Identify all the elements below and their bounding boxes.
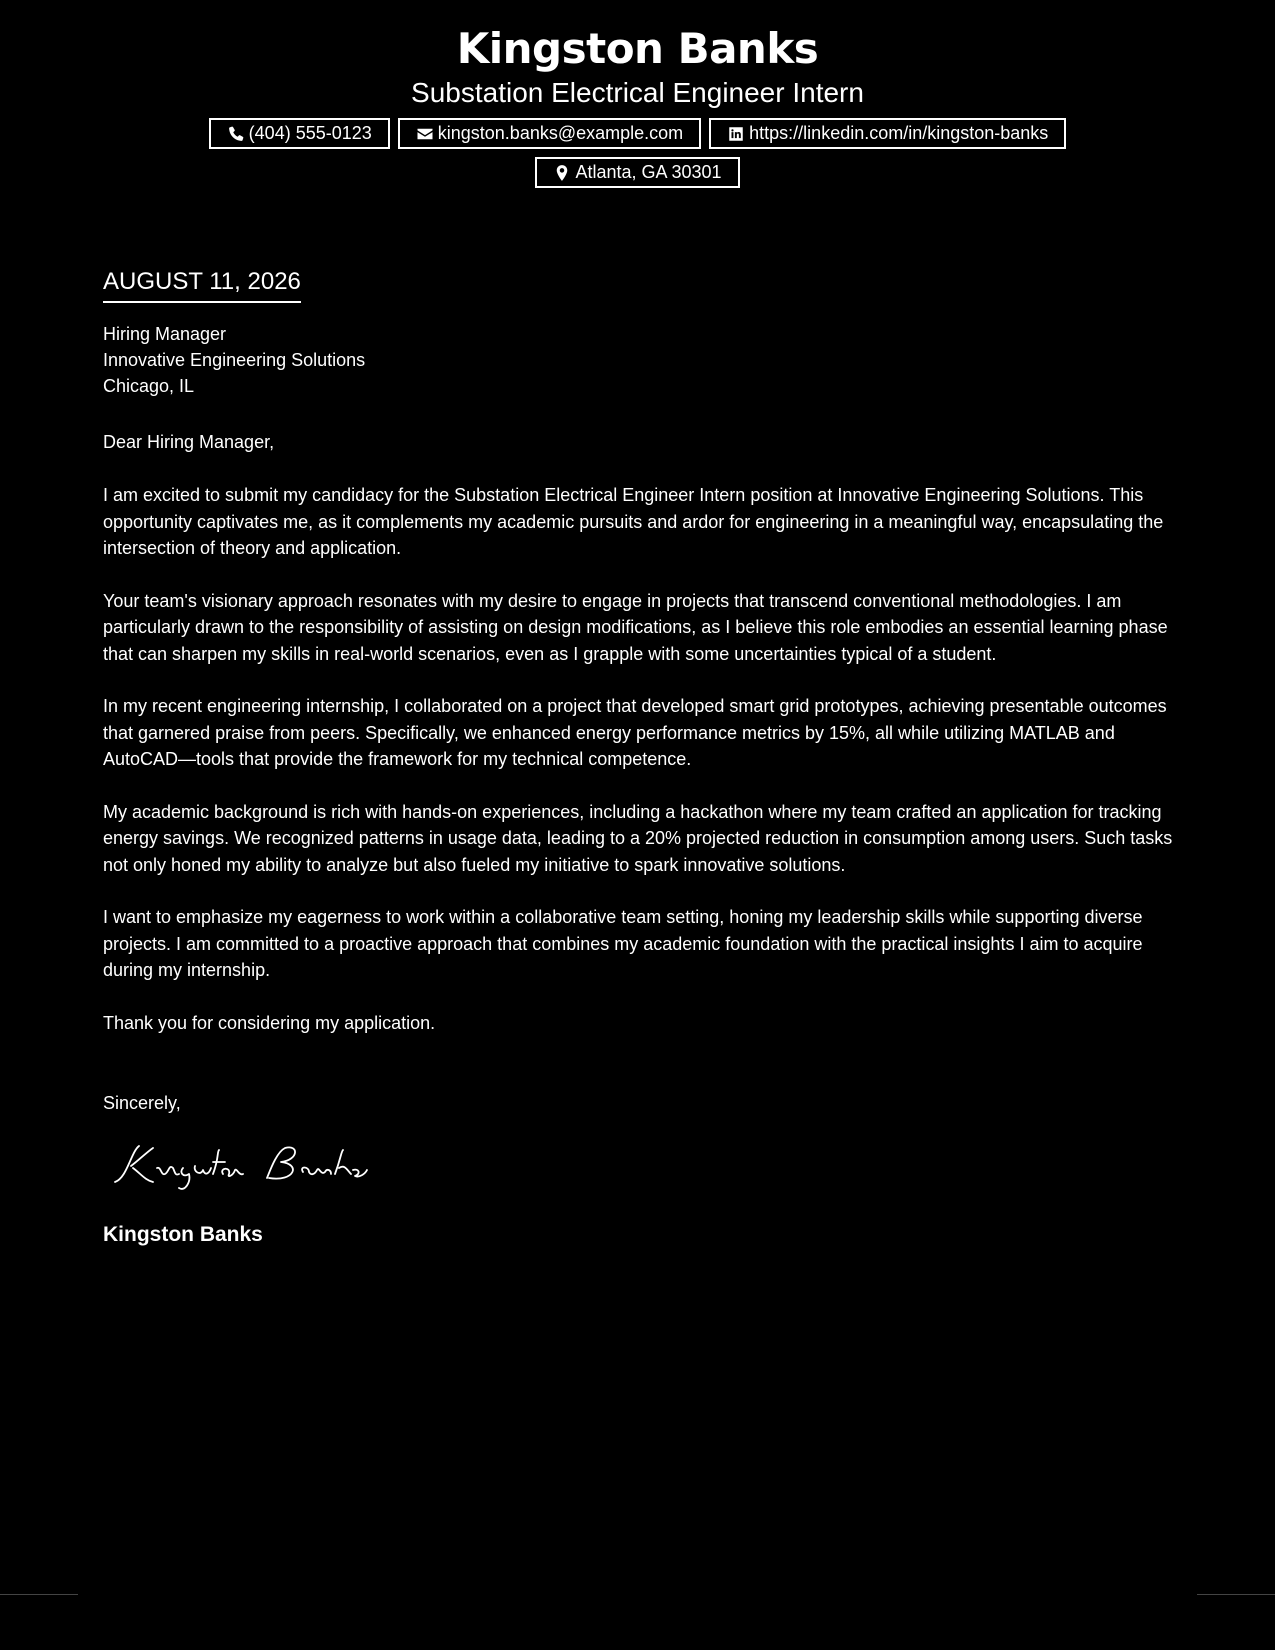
signer-name: Kingston Banks: [103, 1223, 263, 1246]
phone-icon: [227, 125, 245, 143]
recipient-title: Hiring Manager: [103, 324, 227, 344]
contact-location-text: Atlanta, GA 30301: [575, 162, 722, 182]
contact-linkedin-text: https://linkedin.com/in/kingston-banks: [749, 123, 1049, 143]
recipient-location: Chicago, IL: [103, 376, 195, 396]
contact-list: [173, 118, 1103, 188]
contact-phone[interactable]: [209, 118, 390, 149]
contact-linkedin[interactable]: [709, 118, 1066, 149]
recipient-block: [103, 321, 1178, 399]
handwritten-signature: [109, 1138, 369, 1194]
contact-location: [535, 157, 739, 188]
contact-phone-text: (404) 555-0123: [248, 123, 372, 143]
envelope-icon: [416, 125, 434, 143]
contact-email-text: kingston.banks@example.com: [437, 123, 684, 143]
footer-divider-right: [1197, 1594, 1275, 1595]
letter-header: [0, 22, 1275, 188]
paragraph: In my recent engineering internship, I collaborated on a project that developed smart grid prototypes, achieving presentable outcomes that garnered praise from peers. Specifically, we enhanced energy performance metrics by 15%, all while utilizing MATLAB and AutoCAD—tools that provide the framework for my technical competence.: [103, 696, 1167, 769]
paragraph: I want to emphasize my eagerness to work within a collaborative team setting, honing my leadership skills while supporting diverse projects. I am committed to a proactive approach that combines my academic foundation with the practical insights I aim to acquire during my internship.: [103, 907, 1143, 980]
letter-body: [103, 265, 1178, 1249]
paragraph: Thank you for considering my application.: [103, 1012, 436, 1033]
contact-email[interactable]: [398, 118, 701, 149]
map-marker-icon: [553, 164, 571, 182]
paragraph: I am excited to submit my candidacy for the Substation Electrical Engineer Intern position at Innovative Engineering Solutions. This opportunity captivates me, as it complements my academic pursuits and ardor for engineering in a meaningful way, encapsulating the intersection of theory and application.: [103, 485, 1164, 558]
paragraph: My academic background is rich with hands-on experiences, including a hackathon where my team crafted an application for tracking energy savings. We recognized patterns in usage data, leading to a 20% projected reduction in consumption among users. Such tasks not only honed my ability to analyze but also fueled my initiative to spark innovative solutions.: [103, 801, 1173, 875]
letter-date: AUGUST 11, 2026: [103, 265, 301, 303]
closing: Sincerely,: [103, 1093, 181, 1113]
paragraph: Your team's visionary approach resonates with my desire to engage in projects that transcend conventional methodologies. I am particularly drawn to the responsibility of assisting on design modifications, as I believe this role embodies an essential learning phase that can sharpen my skills in real-world scenarios, even as I grapple with some uncertainties typical of a student.: [103, 590, 1168, 664]
footer-divider-left: [0, 1594, 78, 1595]
applicant-role: Substation Electrical Engineer Intern: [411, 77, 864, 108]
recipient-company: Innovative Engineering Solutions: [103, 350, 366, 370]
linkedin-icon: [727, 125, 745, 143]
applicant-name: Kingston Banks: [456, 24, 819, 73]
greeting: Dear Hiring Manager,: [103, 432, 275, 452]
